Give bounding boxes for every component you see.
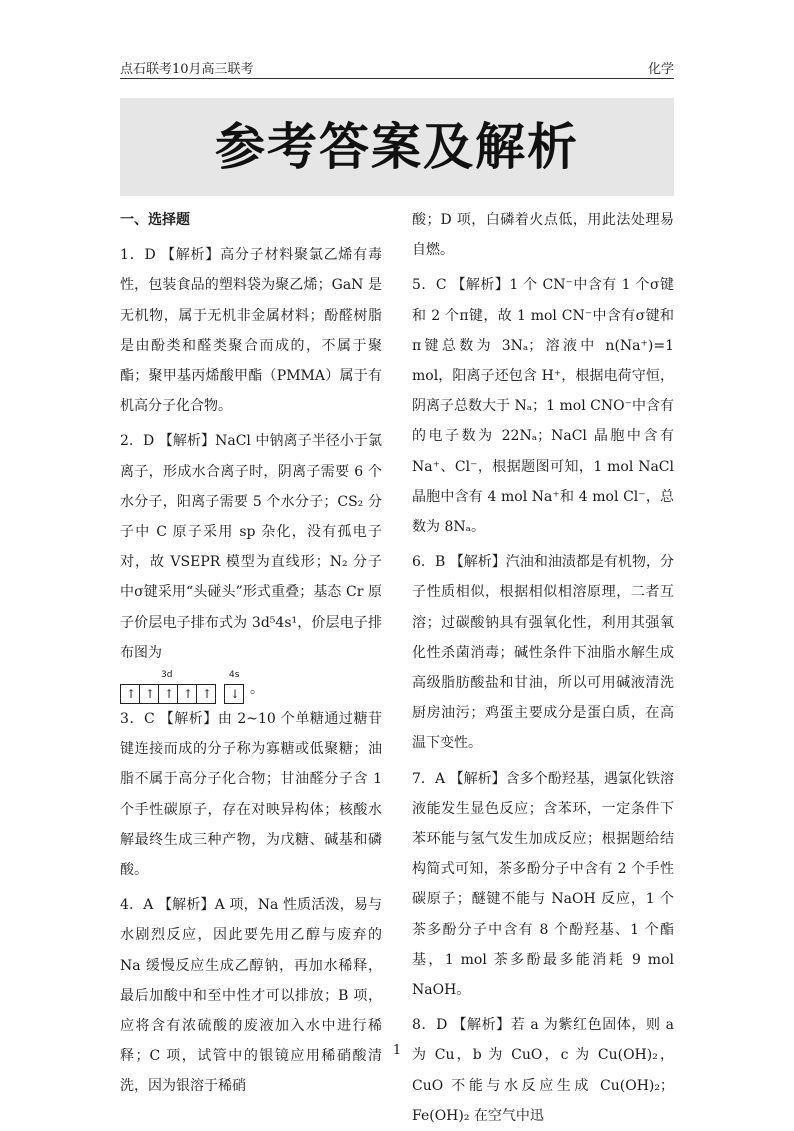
answer-4-continued: 酸；D 项，白磷着火点低，用此法处理易自燃。 xyxy=(412,212,674,259)
orbital-box xyxy=(225,685,243,703)
page-title: 参考答案及解析 xyxy=(215,118,579,176)
answer-4: 4．A 【解析】A 项，Na 性质活泼，易与水剧烈反应，因此要先用乙醇与废弃的 Na 缓慢反应生成乙醇钠，再加水稀释，最后加酸中和至中性才可以排放；B 项，应将含有浓硫酸的废液加入水中进行稀释；C 项，试管中的银镜应用稀硝酸清洗，因为银溶于稀硝 xyxy=(120,897,382,1095)
orbital-3d-label: 3d xyxy=(161,670,173,681)
answer-8: 8．D 【解析】若 a 为紫红色固体，则 a 为 Cu，b 为 CuO，c 为 Cu(OH)₂，CuO 不能与水反应生成 Cu(OH)₂；Fe(OH)₂ 在空气中迅 xyxy=(412,1017,674,1124)
subject-name: 化学 xyxy=(647,62,674,77)
spin-up-arrow: ↑ xyxy=(202,687,213,702)
answer-1: 1．D 【解析】高分子材料聚氯乙烯有毒性，包装食品的塑料袋为聚乙烯；GaN 是无机物，属于无机非金属材料；酚醛树脂是由酚类和醛类聚合而成的，不属于聚酯；聚甲基丙烯酸甲酯（PMMA）属于有机高分子化合物。 xyxy=(120,247,382,415)
orbital-diagram xyxy=(120,670,382,704)
page-header xyxy=(120,56,674,79)
left-column xyxy=(120,205,382,1102)
orbital-4s-label: 4s xyxy=(229,670,240,681)
spin-down-arrow: ↓ xyxy=(230,687,241,702)
answer-3: 3．C 【解析】由 2~10 个单糖通过糖苷键连接而成的分子称为寡糖或低聚糖；油脂不属于高分子化合物；甘油醛分子含 1 个手性碳原子，存在对映异构体；核酸水解最终生成三种产物，为戊糖、碱基和磷酸。 xyxy=(120,711,382,879)
exam-name: 点石联考10月高三联考 xyxy=(120,62,254,77)
orbital-box xyxy=(140,685,159,703)
section-heading: 一、选择题 xyxy=(120,212,190,228)
orbital-4s-group xyxy=(224,670,244,704)
spin-up-arrow: ↑ xyxy=(126,687,137,702)
answer-5: 5．C 【解析】1 个 CN⁻中含有 1 个σ键和 2 个π键，故 1 mol CN⁻中含有σ键和π键总数为 3Nₐ；溶液中 n(Na⁺)=1 mol，阳离子还包含 H⁺，根据电荷守恒，阴离子总数大于 Nₐ；1 mol CNO⁻中含有的电子数为 22Nₐ；NaCl 晶胞中含有 Na⁺、Cl⁻，根据题图可知，1 mol NaCl 晶胞中含有 4 mol Na⁺和 4 mol Cl⁻，总数为 8Nₐ。 xyxy=(412,277,674,536)
orbital-box xyxy=(197,685,215,703)
title-banner xyxy=(120,98,674,196)
orbital-box xyxy=(121,685,140,703)
right-column xyxy=(412,205,674,1131)
spin-up-arrow: ↑ xyxy=(183,687,194,702)
answer-7: 7．A 【解析】含多个酚羟基，遇氯化铁溶液能发生显色反应；含苯环，一定条件下苯环能与氢气发生加成反应；根据题给结构简式可知，茶多酚分子中含有 2 个手性碳原子；醚键不能与 NaOH 反应，1 个茶多酚分子中含有 8 个酚羟基、1 个酯基，1 mol 茶多酚最多能消耗 9 mol NaOH。 xyxy=(412,770,674,999)
page-number: 1 xyxy=(392,1043,402,1058)
diagram-period: 。 xyxy=(250,680,264,697)
orbital-3d-group xyxy=(120,670,216,704)
spin-up-arrow: ↑ xyxy=(145,687,156,702)
answer-6: 6．B 【解析】汽油和油渍都是有机物，分子性质相似，根据相似相溶原理，二者互溶；过碳酸钠具有强氧化性，利用其强氧化性杀菌消毒；碱性条件下油脂水解生成高级脂肪酸盐和甘油，所以可用碱液清洗厨房油污；鸡蛋主要成分是蛋白质，在高温下变性。 xyxy=(412,554,674,752)
spin-up-arrow: ↑ xyxy=(164,687,175,702)
orbital-box xyxy=(178,685,197,703)
orbital-box xyxy=(159,685,178,703)
answer-2: 2．D 【解析】NaCl 中钠离子半径小于氯离子，形成水合离子时，阴离子需要 6 个水分子，阳离子需要 5 个水分子；CS₂ 分子中 C 原子采用 sp 杂化，没有孤电子对，故 VSEPR 模型为直线形；N₂ 分子中σ键采用“头碰头”形式重叠；基态 Cr 原子价层电子排布式为 3d⁵4s¹，价层电子排布图为 xyxy=(120,433,382,661)
